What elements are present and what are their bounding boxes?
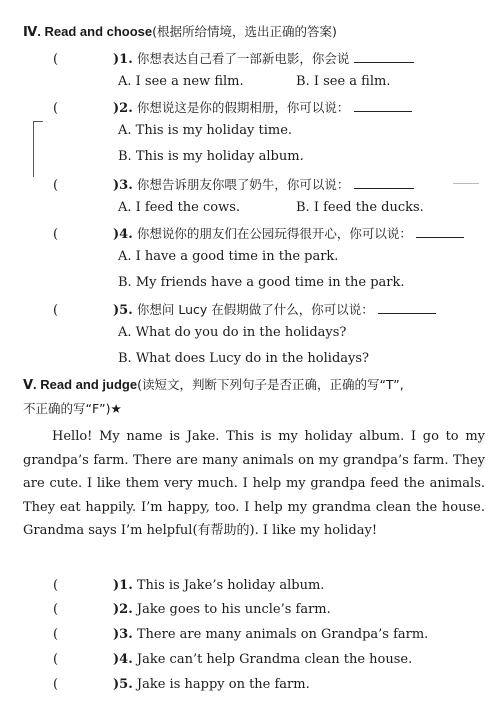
option-b[interactable]: B. This is my holiday album.: [118, 149, 304, 164]
section-4-header: [23, 24, 337, 41]
statement-5: ( )5. Jake is happy on the farm.: [53, 677, 310, 692]
question-3: ( )3. 你想告诉朋友你喂了奶牛，你可以说：: [53, 176, 414, 194]
question-number: 4.: [119, 227, 133, 242]
statement-3: ( )3. There are many animals on Grandpa’s farm.: [53, 627, 429, 642]
question-number: 5.: [119, 303, 133, 318]
question-number: 3.: [119, 178, 133, 193]
statement-number: 2.: [119, 602, 133, 617]
answer-blank[interactable]: [354, 99, 412, 112]
passage-text: Hello! My name is Jake. This is my holiday album. I go to my grandpa’s farm. There are many animals on my grandpa’s farm. They are cute. I like them very much. I help my grandpa feed the animals. They eat happily. I’m happy, too. I help my grandma clean the house. Grandma says I’m helpful(有帮助的). I like my holiday!: [23, 429, 485, 538]
question-prompt: 你想告诉朋友你喂了奶牛，你可以说：: [136, 177, 350, 192]
question-number: 2.: [119, 101, 133, 116]
option-b[interactable]: B. What does Lucy do in the holidays?: [118, 351, 370, 366]
answer-blank[interactable]: [354, 176, 414, 189]
statement-4: ( )4. Jake can’t help Grandma clean the house.: [53, 652, 413, 667]
section-5-title: Ⅴ. Read and judge: [23, 377, 138, 392]
margin-bracket-line: [33, 121, 43, 122]
answer-paren[interactable]: (: [53, 627, 59, 642]
answer-paren[interactable]: (: [53, 178, 59, 193]
answer-paren[interactable]: (: [53, 303, 59, 318]
option-a[interactable]: A. This is my holiday time.: [118, 123, 293, 138]
question-5: ( )5. 你想问 Lucy 在假期做了什么，你可以说：: [53, 301, 436, 319]
statement-number: 5.: [119, 677, 133, 692]
option-b[interactable]: B. I feed the ducks.: [296, 200, 424, 215]
option-a[interactable]: A. I have a good time in the park.: [118, 249, 339, 264]
section-5-instruction: (读短文，判断下列句子是否正确，正确的写“T”,: [137, 377, 404, 392]
statement-text: There are many animals on Grandpa’s farm.: [136, 627, 429, 642]
faint-line: [453, 183, 479, 184]
answer-paren[interactable]: (: [53, 52, 59, 67]
question-4: ( )4. 你想说你的朋友们在公园玩得很开心，你可以说：: [53, 225, 464, 243]
answer-paren[interactable]: (: [53, 602, 59, 617]
statement-number: 4.: [119, 652, 133, 667]
section-4-instruction: (根据所给情境，选出正确的答案): [152, 24, 337, 39]
answer-blank[interactable]: [378, 301, 436, 314]
answer-paren[interactable]: (: [53, 101, 59, 116]
statement-2: ( )2. Jake goes to his uncle’s farm.: [53, 602, 331, 617]
question-prompt: 你想问 Lucy 在假期做了什么，你可以说：: [136, 302, 374, 317]
section-4-title: Ⅳ. Read and choose: [23, 24, 153, 39]
option-a[interactable]: A. I see a new film.: [118, 74, 244, 89]
option-b[interactable]: B. My friends have a good time in the park.: [118, 275, 405, 290]
answer-paren[interactable]: (: [53, 652, 59, 667]
statement-text: Jake can’t help Grandma clean the house.: [136, 652, 413, 667]
answer-blank[interactable]: [354, 50, 414, 63]
statement-text: Jake goes to his uncle’s farm.: [136, 602, 331, 617]
reading-passage: [23, 425, 485, 543]
question-1: ( )1. 你想表达自己看了一部新电影，你会说: [53, 50, 414, 68]
answer-paren[interactable]: (: [53, 227, 59, 242]
answer-paren[interactable]: (: [53, 578, 59, 593]
question-2: ( )2. 你想说这是你的假期相册，你可以说：: [53, 99, 412, 117]
question-number: 1.: [119, 52, 133, 67]
statement-text: This is Jake’s holiday album.: [136, 578, 325, 593]
statement-number: 3.: [119, 627, 133, 642]
answer-paren[interactable]: (: [53, 677, 59, 692]
section-5-header: [23, 377, 404, 394]
option-a[interactable]: A. What do you do in the holidays?: [118, 325, 347, 340]
statement-number: 1.: [119, 578, 133, 593]
question-prompt: 你想说你的朋友们在公园玩得很开心，你可以说：: [136, 226, 412, 241]
statement-1: ( )1. This is Jake’s holiday album.: [53, 578, 325, 593]
question-prompt: 你想说这是你的假期相册，你可以说：: [136, 100, 350, 115]
section-5-instruction-cont: 不正确的写“F”)★: [23, 401, 122, 416]
option-a[interactable]: A. I feed the cows.: [118, 200, 241, 215]
answer-blank[interactable]: [416, 225, 464, 238]
option-b[interactable]: B. I see a film.: [296, 74, 391, 89]
statement-text: Jake is happy on the farm.: [136, 677, 310, 692]
question-prompt: 你想表达自己看了一部新电影，你会说: [136, 51, 350, 66]
margin-bracket-line: [33, 121, 34, 177]
